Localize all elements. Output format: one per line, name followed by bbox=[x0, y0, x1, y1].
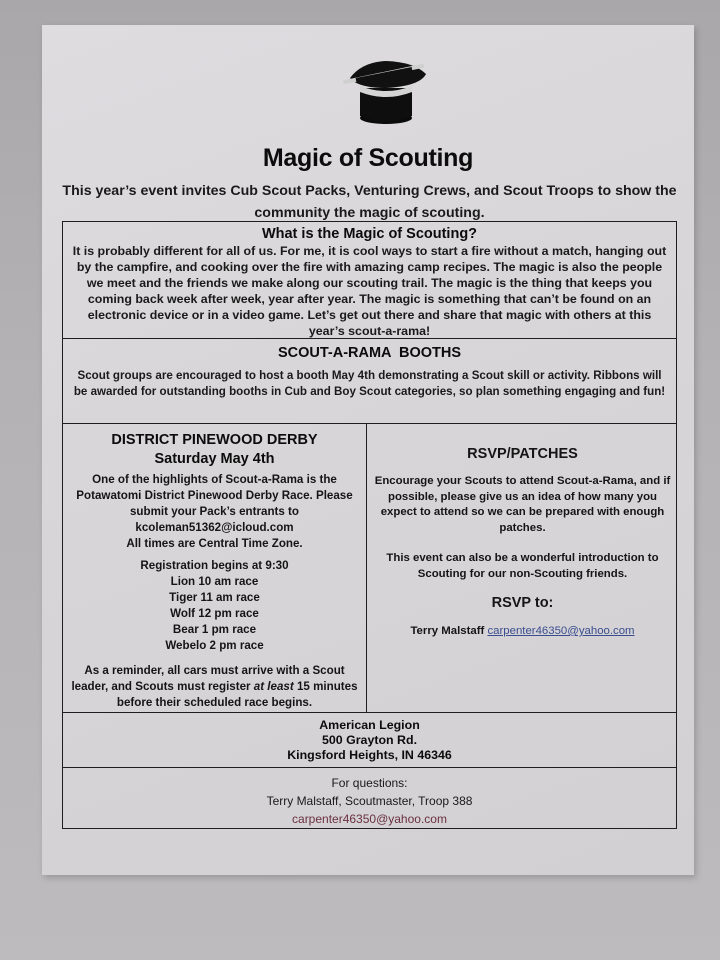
questions-label: For questions: bbox=[331, 776, 408, 790]
schedule-item: Registration begins at 9:30 bbox=[140, 559, 289, 572]
info-box bbox=[62, 221, 677, 829]
section-what-is-magic bbox=[63, 222, 676, 339]
questions-contact: Terry Malstaff, Scoutmaster, Troop 388 bbox=[266, 794, 473, 808]
intro-text: This year’s event invites Cub Scout Packs, Venturing Crews, and Scout Troops to show the community the magic of scouting. bbox=[62, 183, 677, 221]
section-two-columns bbox=[63, 424, 676, 713]
rsvp-contact bbox=[373, 625, 672, 637]
reminder-text-end: 15 minutes before their scheduled race begins. bbox=[116, 680, 358, 709]
race-schedule bbox=[67, 558, 362, 654]
schedule-item: Lion 10 am race bbox=[170, 575, 259, 588]
derby-timezone: All times are Central Time Zone. bbox=[126, 537, 303, 550]
section-booths bbox=[63, 339, 676, 424]
what-is-heading: What is the Magic of Scouting? bbox=[261, 226, 478, 242]
derby-column bbox=[63, 424, 367, 712]
booths-body: Scout groups are encouraged to host a booth May 4th demonstrating a Scout skill or activity. Ribbons will be awarded for outstanding booths in Cub and Boy Scout categories, so plan something engaging and fun! bbox=[73, 369, 666, 398]
venue-name: American Legion bbox=[319, 718, 420, 732]
schedule-item: Webelo 2 pm race bbox=[165, 639, 264, 652]
booths-heading: SCOUT-A-RAMA BOOTHS bbox=[277, 345, 462, 361]
rsvp-to-heading: RSVP to: bbox=[491, 595, 554, 611]
section-questions bbox=[63, 768, 676, 828]
derby-description: One of the highlights of Scout-a-Rama is the Potawatomi District Pinewood Derby Race. Please submit your Pack’s entrants to bbox=[76, 473, 353, 518]
page-title: Magic of Scouting bbox=[262, 144, 474, 172]
rsvp-email-link[interactable]: carpenter46350@yahoo.com bbox=[487, 625, 635, 637]
schedule-item: Bear 1 pm race bbox=[172, 623, 257, 636]
section-venue bbox=[63, 713, 676, 768]
questions-email[interactable]: carpenter46350@yahoo.com bbox=[292, 812, 447, 826]
derby-date: Saturday May 4th bbox=[154, 451, 275, 467]
schedule-item: Wolf 12 pm race bbox=[170, 607, 259, 620]
rsvp-body: Encourage your Scouts to attend Scout-a-Rama, and if possible, please give us an idea of how many you expect to attend so we can be prepared with enough patches. bbox=[374, 475, 671, 534]
rsvp-heading: RSVP/PATCHES bbox=[467, 446, 578, 462]
schedule-item: Tiger 11 am race bbox=[169, 591, 260, 604]
rsvp-contact-name: Terry Malstaff bbox=[410, 625, 485, 637]
magic-top-hat-icon bbox=[342, 56, 430, 128]
venue-street: 500 Grayton Rd. bbox=[321, 733, 418, 747]
derby-heading: DISTRICT PINEWOOD DERBY bbox=[111, 432, 318, 448]
rsvp-column bbox=[367, 424, 678, 712]
derby-email[interactable]: kcoleman51362@icloud.com bbox=[135, 521, 294, 534]
derby-body bbox=[67, 472, 362, 552]
derby-reminder bbox=[67, 663, 362, 711]
what-is-body: It is probably different for all of us. For me, it is cool ways to start a fire without a match, hanging out by the campfire, and cooking over the fire with amazing camp recipes. The magic is also the people we meet and the friends we make along our scouting trail. The magic is the thing that keeps you coming back week after week, year after year. The magic is something that can’t be found on an electronic device or in a video game. Let’s get out there and share that magic with others at this year’s scout-a-rama! bbox=[72, 244, 667, 338]
reminder-emphasis: at least bbox=[253, 680, 294, 693]
venue-city: Kingsford Heights, IN 46346 bbox=[287, 748, 452, 762]
rsvp-body-2: This event can also be a wonderful introduction to Scouting for our non-Scouting friends. bbox=[386, 552, 659, 580]
reminder-text: As a reminder, all cars must arrive with a Scout leader, and Scouts must register bbox=[71, 664, 345, 693]
